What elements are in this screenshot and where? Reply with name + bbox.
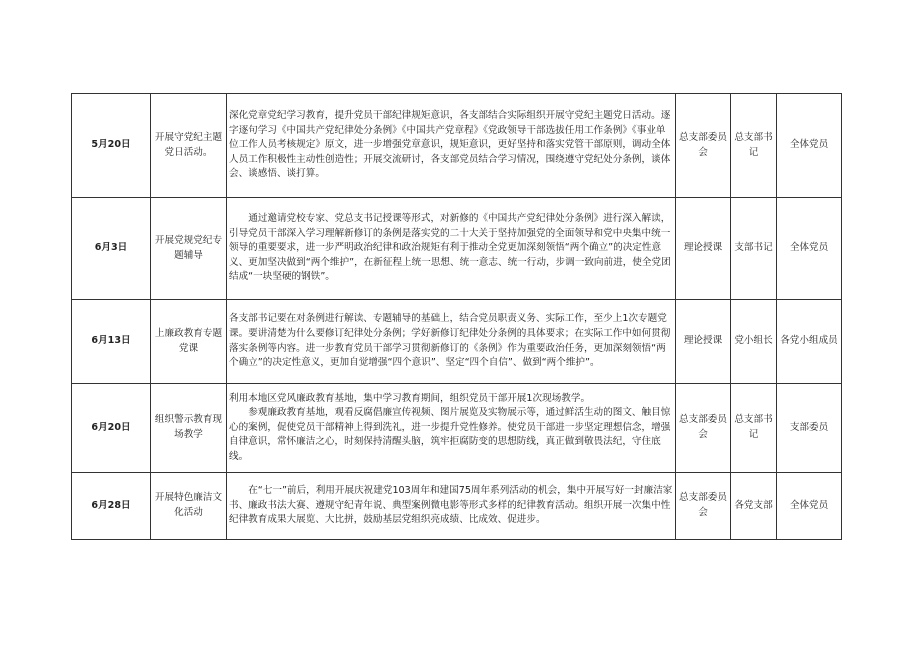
date-cell: 6月3日: [72, 198, 151, 300]
table-row: [72, 300, 842, 384]
target-cell: 全体党员: [777, 94, 842, 198]
content-cell: [227, 473, 676, 540]
table-row: [72, 94, 842, 198]
content-cell: [227, 198, 676, 300]
work-plan-table: [71, 93, 842, 540]
content-cell: [227, 94, 676, 198]
content-cell: [227, 300, 676, 384]
date-cell: 6月13日: [72, 300, 151, 384]
content-paragraph: 各支部书记要在对条例进行解读、专题辅导的基础上，结合党员职责义务、实际工作，至少上1次专题党课。要讲清楚为什么要修订纪律处分条例；学好新修订纪律处分条例的具体要求；在实际工作中如何贯彻落实条例等内容。进一步教育党员干部学习贯彻新修订的《条例》作为重要政治任务，更加深刻领悟“两个确立”的决定性意义，更加自觉增强“四个意识”、坚定“四个自信”、做到“两个维护”。: [229, 313, 671, 369]
date-cell: 6月20日: [72, 384, 151, 473]
content-paragraph: 在“七一”前后，利用开展庆祝建党103周年和建国75周年系列活动的机会，集中开展写好一封廉洁家书、廉政书法大赛、遵规守纪青年说、典型案例微电影等形式多样的纪律教育活动。组织开展一次集中性纪律教育成果大展览、大比拼，鼓励基层党组织亮成绩、比成效、促进步。: [229, 485, 673, 526]
content-paragraph: 参观廉政教育基地，观看反腐倡廉宣传视频、图片展览及实物展示等，通过鲜活生动的图文、触目惊心的案例，促使党员干部精神上得到洗礼，进一步提升党性修养。使党员干部进一步坚定理想信念，增强自律意识，常怀廉洁之心，时刻保持清醒头脑，筑牢拒腐防变的思想防线，真正做到敬畏法纪，守住底线。: [229, 407, 671, 462]
target-cell: 支部委员: [777, 384, 842, 473]
content-paragraph: 利用本地区党风廉政教育基地，集中学习教育期间，组织党员干部开展1次现场教学。: [229, 392, 591, 404]
leader-cell: 支部书记: [731, 198, 777, 300]
table-row: [72, 384, 842, 473]
activity-cell: 组织警示教育现场教学: [151, 384, 227, 473]
leader-cell: 总支部书记: [731, 384, 777, 473]
leader-cell: 各党支部: [731, 473, 777, 540]
activity-cell: 开展守党纪主题党日活动。: [151, 94, 227, 198]
leader-cell: 总支部书记: [731, 94, 777, 198]
leader-cell: 党小组长: [731, 300, 777, 384]
content-paragraph: 通过邀请党校专家、党总支书记授课等形式，对新修的《中国共产党纪律处分条例》进行深入解读，引导党员干部深入学习理解新修订的条例是落实党的二十大关于坚持加强党的全面领导和党中央集中统一领导的重要要求，进一步严明政治纪律和政治规矩有利于推动全党更加深刻领悟“两个确立”的决定性意义、更加坚决做到“两个维护”，在新征程上统一思想、统一意志、统一行动，步调一致向前进，使全党团结成“一块坚硬的钢铁”。: [229, 213, 671, 283]
form-cell: 理论授课: [676, 198, 731, 300]
form-cell: 理论授课: [676, 300, 731, 384]
target-cell: 全体党员: [777, 473, 842, 540]
date-cell: 6月28日: [72, 473, 151, 540]
target-cell: 全体党员: [777, 198, 842, 300]
activity-cell: 开展党规党纪专题辅导: [151, 198, 227, 300]
activity-cell: 上廉政教育专题党课: [151, 300, 227, 384]
content-cell: [227, 384, 676, 473]
form-cell: 总支部委员会: [676, 94, 731, 198]
target-cell: 各党小组成员: [777, 300, 842, 384]
table-row: [72, 198, 842, 300]
date-cell: 5月20日: [72, 94, 151, 198]
form-cell: 总支部委员会: [676, 473, 731, 540]
content-paragraph: 深化党章党纪学习教育，提升党员干部纪律规矩意识，各支部结合实际组织开展守党纪主题党日活动。逐字逐句学习《中国共产党纪律处分条例》《中国共产党章程》《党政领导干部选拔任用工作条例》《事业单位工作人员考核规定》原文，进一步增强党章意识，规矩意识，更好坚持和落实党管干部原则，调动全体人员工作积极性主动性创造性；开展交流研讨，各支部党员结合学习情况，围绕遵守党纪处分条例，谈体会、谈感悟、谈打算。: [229, 110, 671, 180]
form-cell: 总支部委员会: [676, 384, 731, 473]
table-row: [72, 473, 842, 540]
activity-cell: 开展特色廉洁文化活动: [151, 473, 227, 540]
